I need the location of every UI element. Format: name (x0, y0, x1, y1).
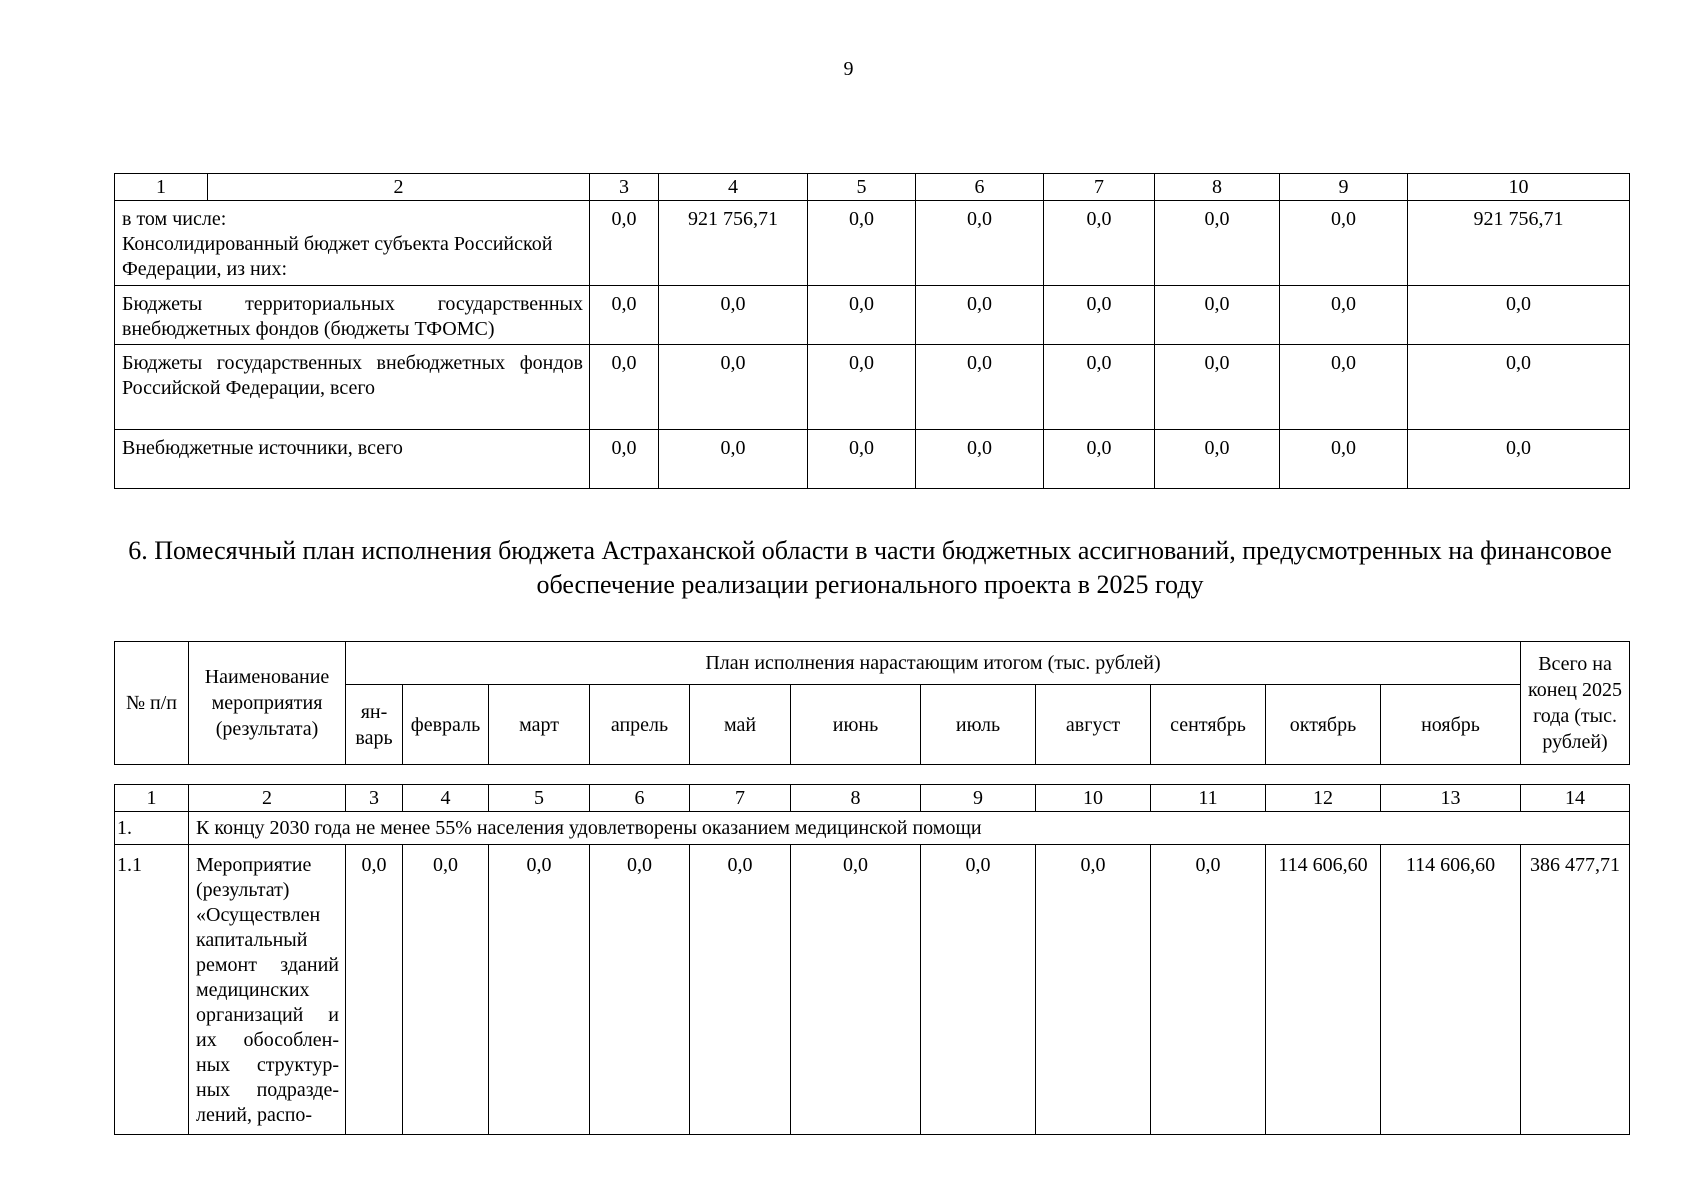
month-header: май (690, 685, 791, 765)
month-header: июль (921, 685, 1036, 765)
cell-value: 0,0 (1280, 430, 1408, 489)
month-header: март (489, 685, 590, 765)
table-row (115, 430, 1630, 489)
cell-value: 0,0 (346, 845, 403, 1135)
header-cell: 12 (1266, 785, 1381, 812)
column-header-plan: План исполнения нарастающим итогом (тыс. рублей) (346, 642, 1521, 685)
page-number: 9 (843, 58, 854, 80)
header-cell: 1 (115, 785, 189, 812)
column-header-name: Наименование мероприятия (результата) (189, 642, 346, 765)
header-cell: 8 (791, 785, 921, 812)
cell-value: 0,0 (808, 286, 916, 345)
cell-value: 0,0 (590, 430, 659, 489)
cell-value: 0,0 (659, 286, 808, 345)
header-cell: 10 (1036, 785, 1151, 812)
row-label: Внебюджетные источники, всего (115, 430, 590, 489)
table-row (115, 345, 1630, 430)
cell-value: 0,0 (659, 345, 808, 430)
header-cell: 5 (808, 174, 916, 201)
cell-value: 386 477,71 (1521, 845, 1630, 1135)
header-cell: 2 (208, 174, 590, 201)
month-header: сентябрь (1151, 685, 1266, 765)
header-cell: 3 (346, 785, 403, 812)
month-header: ян- варь (346, 685, 403, 765)
cell-value: 0,0 (1408, 286, 1630, 345)
cell-value: 0,0 (916, 345, 1044, 430)
cell-value: 0,0 (1408, 345, 1630, 430)
header-cell: 10 (1408, 174, 1630, 201)
cell-value: 0,0 (1044, 286, 1155, 345)
cell-value: 0,0 (1044, 430, 1155, 489)
row-label: Бюджеты территориальных государственных внебюджетных фондов (бюджеты ТФОМС) (115, 286, 590, 345)
header-cell: 7 (1044, 174, 1155, 201)
cell-value: 0,0 (403, 845, 489, 1135)
cell-value: 0,0 (1155, 286, 1280, 345)
header-cell: 3 (590, 174, 659, 201)
goal-row (115, 812, 1630, 845)
cell-value: 0,0 (1155, 201, 1280, 286)
header-cell: 4 (403, 785, 489, 812)
cell-value: 0,0 (590, 345, 659, 430)
month-header: ноябрь (1381, 685, 1521, 765)
column-header-number: № п/п (115, 642, 189, 765)
cell-value: 0,0 (1155, 430, 1280, 489)
table-row (115, 201, 1630, 286)
cell-value: 0,0 (1280, 345, 1408, 430)
table-header-row (115, 785, 1630, 812)
financing-table (114, 173, 1630, 489)
header-cell: 1 (115, 174, 208, 201)
monthly-plan-header-table (114, 641, 1630, 765)
month-header: июнь (791, 685, 921, 765)
cell-value: 0,0 (690, 845, 791, 1135)
section-title: 6. Помесячный план исполнения бюджета Астраханской области в части бюджетных ассигнований, предусмотренных на финансовое обеспечение реализации регионального проекта в 2025 году (128, 536, 1612, 599)
cell-value: 0,0 (1155, 345, 1280, 430)
row-label: Бюджеты государственных внебюджетных фондов Российской Федерации, всего (115, 345, 590, 430)
cell-value: 0,0 (808, 201, 916, 286)
cell-value: 0,0 (921, 845, 1036, 1135)
month-header: август (1036, 685, 1151, 765)
header-cell: 5 (489, 785, 590, 812)
cell-value: 0,0 (1408, 430, 1630, 489)
cell-value: 0,0 (590, 286, 659, 345)
header-cell: 4 (659, 174, 808, 201)
header-cell: 9 (1280, 174, 1408, 201)
cell-value: 0,0 (916, 201, 1044, 286)
cell-value: 921 756,71 (1408, 201, 1630, 286)
month-header: октябрь (1266, 685, 1381, 765)
cell-value: 0,0 (1044, 201, 1155, 286)
item-description: Мероприятие (результат) «Осуществлен капитальный ремонт зданий медицинских организаций и их обособлен-ных структур-ных подразде-лений, распо- (189, 845, 346, 1135)
header-cell: 13 (1381, 785, 1521, 812)
header-cell: 9 (921, 785, 1036, 812)
cell-value: 0,0 (1280, 286, 1408, 345)
cell-value: 0,0 (808, 430, 916, 489)
column-header-total: Всего на конец 2025 года (тыс. рублей) (1521, 642, 1630, 765)
cell-value: 0,0 (1044, 345, 1155, 430)
cell-value: 0,0 (1280, 201, 1408, 286)
cell-value: 0,0 (489, 845, 590, 1135)
goal-number: 1. (115, 812, 189, 845)
cell-value: 114 606,60 (1381, 845, 1521, 1135)
month-header: апрель (590, 685, 690, 765)
table-row (115, 286, 1630, 345)
month-header: февраль (403, 685, 489, 765)
table-header-row (115, 174, 1630, 201)
row-label: в том числе: Консолидированный бюджет субъекта Российской Федерации, из них: (115, 201, 590, 286)
cell-value: 0,0 (1151, 845, 1266, 1135)
header-cell: 7 (690, 785, 791, 812)
cell-value: 0,0 (590, 201, 659, 286)
goal-text: К концу 2030 года не менее 55% населения удовлетворены оказанием медицинской помощи (189, 812, 1630, 845)
cell-value: 0,0 (1036, 845, 1151, 1135)
monthly-plan-table (114, 784, 1630, 1135)
cell-value: 0,0 (791, 845, 921, 1135)
cell-value: 0,0 (659, 430, 808, 489)
header-cell: 2 (189, 785, 346, 812)
cell-value: 114 606,60 (1266, 845, 1381, 1135)
header-row (115, 642, 1630, 685)
table-row (115, 845, 1630, 1135)
header-cell: 14 (1521, 785, 1630, 812)
cell-value: 921 756,71 (659, 201, 808, 286)
cell-value: 0,0 (590, 845, 690, 1135)
header-cell: 11 (1151, 785, 1266, 812)
header-cell: 8 (1155, 174, 1280, 201)
cell-value: 0,0 (916, 430, 1044, 489)
cell-value: 0,0 (808, 345, 916, 430)
item-number: 1.1 (115, 845, 189, 1135)
cell-value: 0,0 (916, 286, 1044, 345)
header-cell: 6 (916, 174, 1044, 201)
header-cell: 6 (590, 785, 690, 812)
